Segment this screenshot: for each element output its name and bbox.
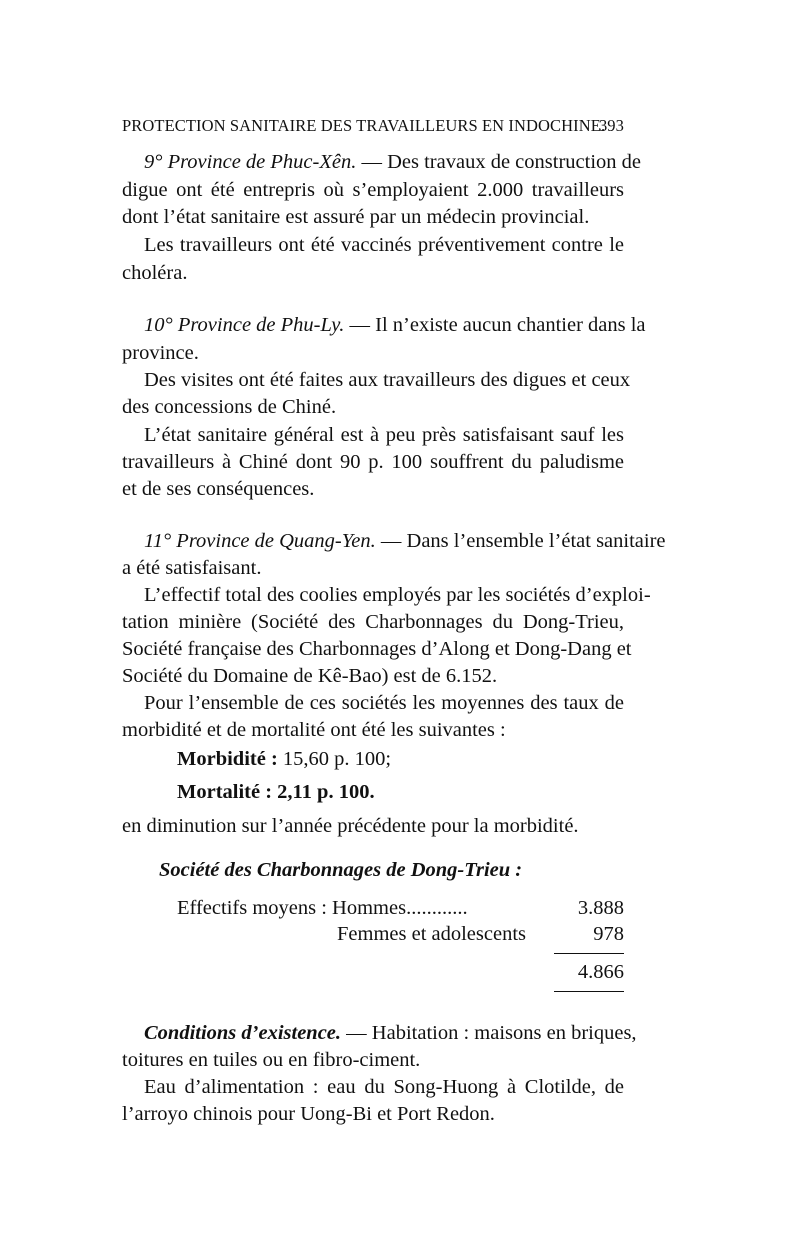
sec11-line-1: 11° Province de Quang-Yen. — Dans l’ensemble l’état sanitaire — [144, 530, 666, 552]
sec11-line-5: Société française des Charbonnages d’Along et Dong-Dang et — [122, 638, 632, 660]
morbidity-value: 15,60 p. 100; — [277, 748, 392, 770]
morbidity-line — [177, 745, 391, 773]
sec9-line-5: choléra. — [122, 262, 188, 284]
morbidity-label: Morbidité : — [177, 748, 278, 770]
conditions-line-1: Conditions d’existence. — Habitation : maisons en briques, — [144, 1022, 637, 1044]
sec10-line-1: 10° Province de Phu-Ly. — Il n’existe aucun chantier dans la — [144, 314, 646, 336]
sec11-line-2: a été satisfaisant. — [122, 557, 262, 579]
dong-trieu-heading: Société des Charbonnages de Dong-Trieu : — [159, 859, 523, 881]
mortality-line — [177, 778, 375, 806]
sec11-line-3: L’effectif total des coolies employés par les sociétés d’exploi- — [144, 584, 651, 606]
sec10-line-7: et de ses conséquences. — [122, 478, 315, 500]
sec10-line-5: L’état sanitaire général est à peu près satisfaisant sauf les — [144, 424, 624, 446]
sum-rule-top — [554, 953, 624, 954]
dong-trieu-row-women-value: 978 — [593, 923, 624, 945]
sec9-line-4: Les travailleurs ont été vaccinés préventivement contre le — [144, 234, 624, 256]
sec9-line-3: dont l’état sanitaire est assuré par un médecin provincial. — [122, 206, 590, 228]
sec10-line-2: province. — [122, 342, 199, 364]
dong-trieu-total: 4.866 — [577, 961, 624, 983]
sec9-heading: 9° Province de Phuc-Xên. — [144, 151, 357, 173]
sec9-line-2: digue ont été entrepris où s’employaient 2.000 travailleurs — [122, 179, 624, 201]
mortality-label: Mortalité : — [177, 781, 273, 803]
sec10-line-3: Des visites ont été faites aux travailleurs des digues et ceux — [144, 369, 631, 391]
conditions-line-3: Eau d’alimentation : eau du Song-Huong à Clotilde, de — [144, 1076, 624, 1098]
conditions-line-2: toitures en tuiles ou en fibro-ciment. — [122, 1049, 421, 1071]
sec10-line-4: des concessions de Chiné. — [122, 396, 337, 418]
sec11-line-4: tation minière (Société des Charbonnages du Dong-Trieu, — [122, 611, 624, 633]
sec9-line-1: 9° Province de Phuc-Xên. — Des travaux de construction de — [144, 151, 641, 173]
sec11-line-7: Pour l’ensemble de ces sociétés les moyennes des taux de — [144, 692, 624, 714]
sec11-line-8: morbidité et de mortalité ont été les suivantes : — [122, 719, 506, 741]
conditions-heading: Conditions d’existence. — [144, 1022, 342, 1044]
sec10-line-6: travailleurs à Chiné dont 90 p. 100 souffrent du paludisme — [122, 451, 624, 473]
sec11-heading: 11° Province de Quang-Yen. — [144, 530, 376, 552]
dong-trieu-row-men-value: 3.888 — [577, 897, 624, 919]
sec11-line-6: Société du Domaine de Kê-Bao) est de 6.152. — [122, 665, 498, 687]
sum-rule-bottom — [554, 991, 624, 992]
page-number: 393 — [598, 116, 624, 135]
sec10-heading: 10° Province de Phu-Ly. — [144, 314, 345, 336]
mortality-value: 2,11 p. 100. — [272, 781, 375, 803]
dong-trieu-row-women-label: Femmes et adolescents — [337, 923, 527, 945]
sec11-line-9: en diminution sur l’année précédente pour la morbidité. — [122, 815, 579, 837]
header-title: PROTECTION SANITAIRE DES TRAVAILLEURS EN INDOCHINE. — [122, 116, 606, 135]
conditions-line-4: l’arroyo chinois pour Uong-Bi et Port Redon. — [122, 1103, 495, 1125]
running-header — [122, 116, 624, 138]
dong-trieu-row-men-label: Effectifs moyens : Hommes............ — [177, 897, 468, 919]
